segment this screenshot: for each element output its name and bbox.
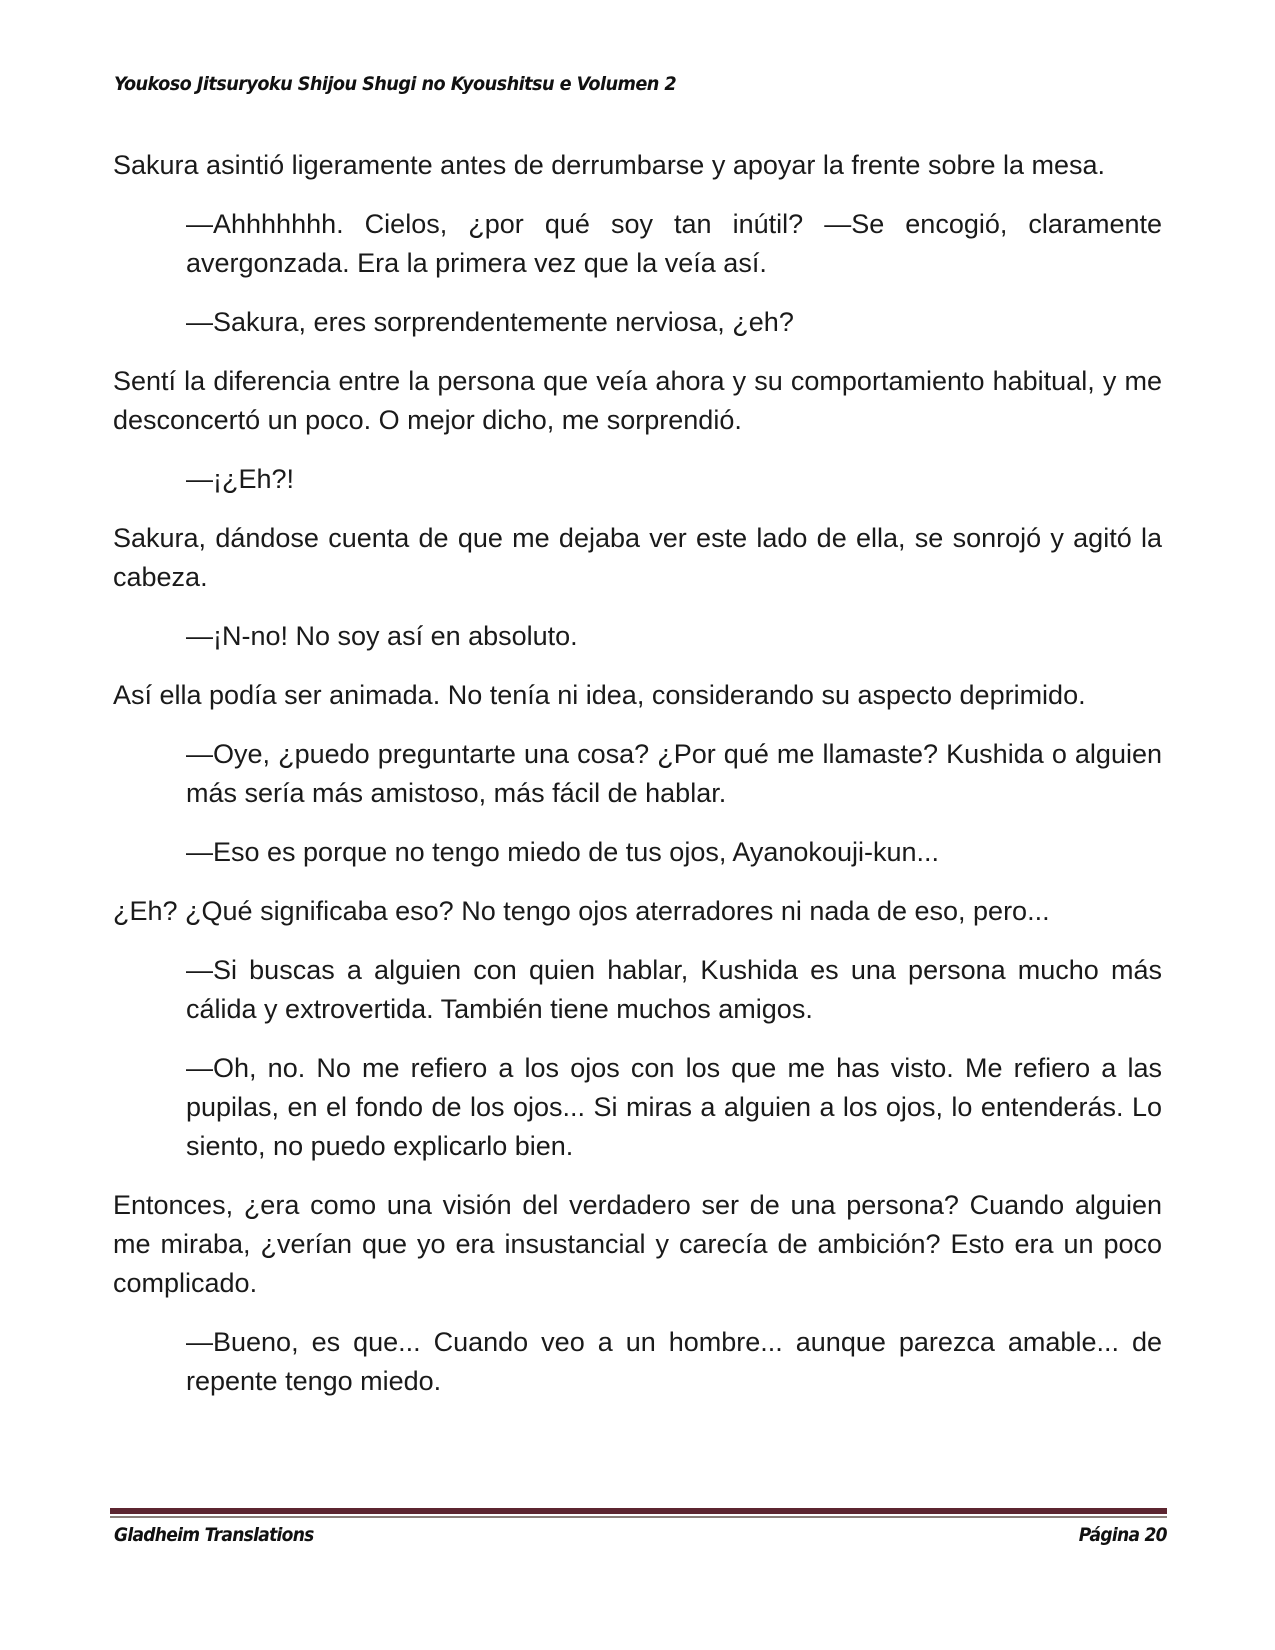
paragraph-dialogue: —Oh, no. No me refiero a los ojos con los que me has visto. Me refiero a las pupilas, en el fondo de los ojos... Si miras a alguien a los ojos, lo entenderás. Lo siento, no puedo explicarlo bien. [186,1053,1162,1161]
page-number: Página 20 [1078,1524,1167,1546]
paragraph-dialogue: —Eso es porque no tengo miedo de tus ojos, Ayanokouji-kun... [186,837,939,867]
paragraph-dialogue: —Ahhhhhhh. Cielos, ¿por qué soy tan inútil? —Se encogió, claramente avergonzada. Era la primera vez que la veía así. [186,209,1162,278]
paragraph-dialogue: —Bueno, es que... Cuando veo a un hombre... aunque parezca amable... de repente tengo miedo. [186,1327,1162,1396]
paragraph-narration: Así ella podía ser animada. No tenía ni idea, considerando su aspecto deprimido. [113,680,1086,710]
footer-credit: Gladheim Translations [114,1524,314,1546]
paragraph-dialogue: —Si buscas a alguien con quien hablar, Kushida es una persona mucho más cálida y extrovertida. También tiene muchos amigos. [186,955,1162,1024]
paragraph-narration: Entonces, ¿era como una visión del verdadero ser de una persona? Cuando alguien me miraba, ¿verían que yo era insustancial y carecía de ambición? Esto era un poco complicado. [113,1190,1162,1298]
paragraph-narration: Sakura, dándose cuenta de que me dejaba ver este lado de ella, se sonrojó y agitó la cabeza. [113,523,1162,592]
paragraph-dialogue: —¡¿Eh?! [186,464,295,494]
paragraph-dialogue: —Sakura, eres sorprendentemente nerviosa, ¿eh? [186,307,794,337]
paragraph-narration: ¿Eh? ¿Qué significaba eso? No tengo ojos aterradores ni nada de eso, pero... [113,896,1050,926]
running-header: Youkoso Jitsuryoku Shijou Shugi no Kyoushitsu e Volumen 2 [114,73,677,95]
paragraph-narration: Sentí la diferencia entre la persona que veía ahora y su comportamiento habitual, y me desconcertó un poco. O mejor dicho, me sorprendió. [113,366,1162,435]
body-text [113,146,1162,1421]
footer-rule-thin [110,1516,1167,1518]
footer-rule [110,1508,1167,1518]
paragraph-dialogue: —¡N-no! No soy así en absoluto. [186,621,578,651]
paragraph-dialogue: —Oye, ¿puedo preguntarte una cosa? ¿Por qué me llamaste? Kushida o alguien más sería más amistoso, más fácil de hablar. [186,739,1162,808]
paragraph-narration: Sakura asintió ligeramente antes de derrumbarse y apoyar la frente sobre la mesa. [113,150,1106,180]
